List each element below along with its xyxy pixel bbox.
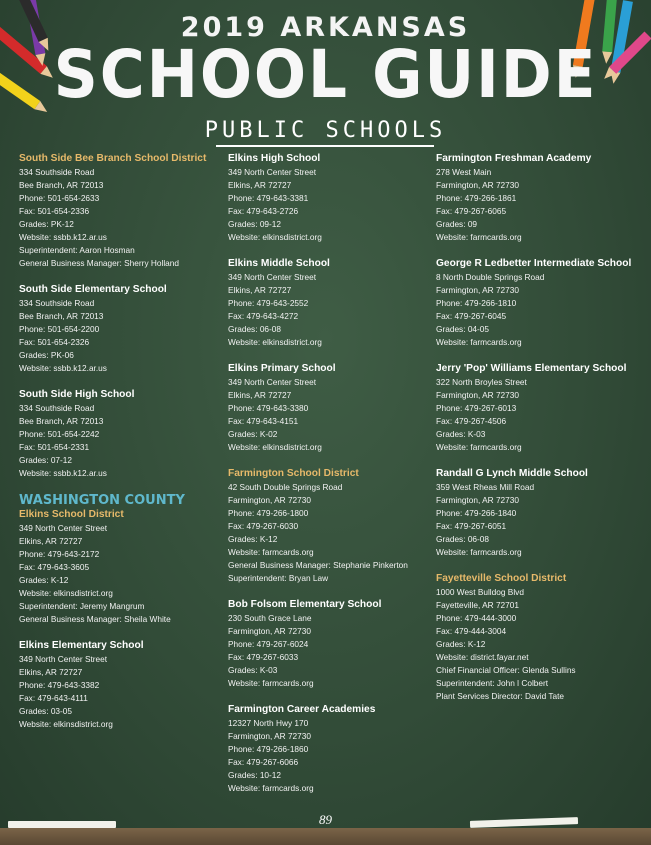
school-entry bbox=[228, 362, 428, 454]
entry-detail-line: 334 Southside Road bbox=[19, 167, 95, 177]
entry-detail-line: Website: elkinsdistrict.org bbox=[228, 232, 322, 242]
entry-detail-line: 322 North Broyles Street bbox=[436, 377, 527, 387]
entry-detail-line: Website: farmcards.org bbox=[436, 232, 522, 242]
entry-detail-line: Grades: 04-05 bbox=[436, 324, 490, 334]
entry-detail-line: Website: elkinsdistrict.org bbox=[228, 442, 322, 452]
entry-detail-line: 334 Southside Road bbox=[19, 403, 95, 413]
school-name: Randall G Lynch Middle School bbox=[436, 468, 588, 479]
entry-detail-line: Grades: 07-12 bbox=[19, 455, 73, 465]
district-name: Farmington School District bbox=[228, 468, 359, 479]
entry-detail-line: Bee Branch, AR 72013 bbox=[19, 311, 104, 321]
school-entry bbox=[228, 257, 428, 349]
entry-detail-line: Grades: 06-08 bbox=[436, 534, 490, 544]
section-subtitle: PUBLIC SCHOOLS bbox=[204, 118, 447, 143]
school-name: Farmington Career Academies bbox=[228, 704, 376, 715]
entry-detail-line: Grades: 09-12 bbox=[228, 219, 282, 229]
entry-detail-line: Farmington, AR 72730 bbox=[228, 495, 312, 505]
entry-detail-line: Phone: 479-643-3382 bbox=[19, 680, 100, 690]
entry-detail-line: Phone: 479-266-1860 bbox=[228, 744, 309, 754]
entry-detail-line: Fax: 479-643-3605 bbox=[19, 562, 90, 572]
school-entry bbox=[228, 598, 428, 690]
entry-detail-line: 349 North Center Street bbox=[228, 272, 317, 282]
entry-detail-line: Phone: 501-654-2633 bbox=[19, 193, 100, 203]
school-entry bbox=[436, 152, 646, 244]
page-title: SCHOOL GUIDE bbox=[53, 36, 598, 113]
entry-detail-line: 359 West Rheas Mill Road bbox=[436, 482, 535, 492]
entry-detail-line: 349 North Center Street bbox=[228, 377, 317, 387]
entry-detail-line: Grades: PK-12 bbox=[19, 219, 74, 229]
entry-detail-line: Website: ssbb.k12.ar.us bbox=[19, 468, 107, 478]
school-entry bbox=[228, 703, 428, 795]
entry-detail-line: Grades: K-03 bbox=[228, 665, 278, 675]
entry-detail-line: 1000 West Bulldog Blvd bbox=[436, 587, 524, 597]
district-entry bbox=[19, 152, 219, 270]
entry-detail-line: 230 South Grace Lane bbox=[228, 613, 312, 623]
entry-detail-line: General Business Manager: Sheila White bbox=[19, 614, 171, 624]
school-entry bbox=[19, 639, 219, 731]
entry-detail-line: 334 Southside Road bbox=[19, 298, 95, 308]
header-year-line: 2019 ARKANSAS bbox=[180, 12, 471, 43]
entry-detail-line: Website: district.fayar.net bbox=[436, 652, 529, 662]
entry-detail-line: Fax: 501-654-2331 bbox=[19, 442, 90, 452]
entry-detail-line: Farmington, AR 72730 bbox=[436, 495, 520, 505]
entry-detail-line: Fax: 479-643-4111 bbox=[19, 693, 88, 703]
entry-detail-line: 8 North Double Springs Road bbox=[436, 272, 545, 282]
entry-detail-line: 349 North Center Street bbox=[19, 654, 108, 664]
entry-detail-line: Fax: 501-654-2326 bbox=[19, 337, 90, 347]
entry-detail-line: Phone: 479-643-2552 bbox=[228, 298, 309, 308]
entry-detail-line: Phone: 479-444-3000 bbox=[436, 613, 517, 623]
entry-detail-line: Superintendent: John l Colbert bbox=[436, 678, 549, 688]
entry-detail-line: Chief Financial Officer: Glenda Sullins bbox=[436, 665, 576, 675]
school-name: South Side Elementary School bbox=[19, 284, 167, 295]
school-entry bbox=[228, 152, 428, 244]
entry-detail-line: Phone: 479-643-2172 bbox=[19, 549, 100, 559]
entry-detail-line: Website: farmcards.org bbox=[228, 547, 314, 557]
entry-detail-line: Fax: 479-267-6066 bbox=[228, 757, 299, 767]
entry-detail-line: 42 South Double Springs Road bbox=[228, 482, 343, 492]
entry-detail-line: Website: farmcards.org bbox=[228, 678, 314, 688]
school-name: Elkins Elementary School bbox=[19, 640, 144, 651]
entry-detail-line: 278 West Main bbox=[436, 167, 492, 177]
entry-detail-line: Plant Services Director: David Tate bbox=[436, 691, 565, 701]
district-entry bbox=[228, 467, 428, 585]
entry-detail-line: Phone: 479-267-6013 bbox=[436, 403, 517, 413]
school-name: Bob Folsom Elementary School bbox=[228, 599, 382, 610]
entry-detail-line: Fax: 479-267-6065 bbox=[436, 206, 507, 216]
entry-detail-line: 349 North Center Street bbox=[19, 523, 108, 533]
entry-detail-line: Grades: K-12 bbox=[228, 534, 278, 544]
entry-detail-line: Elkins, AR 72727 bbox=[228, 285, 292, 295]
entry-detail-line: Elkins, AR 72727 bbox=[228, 390, 292, 400]
entry-detail-line: Fax: 479-643-4272 bbox=[228, 311, 299, 321]
entry-detail-line: Farmington, AR 72730 bbox=[436, 285, 520, 295]
entry-detail-line: Phone: 479-267-6024 bbox=[228, 639, 309, 649]
entry-detail-line: Grades: K-12 bbox=[19, 575, 69, 585]
entry-detail-line: Superintendent: Bryan Law bbox=[228, 573, 329, 583]
entry-detail-line: Phone: 479-266-1861 bbox=[436, 193, 517, 203]
school-entry bbox=[436, 467, 646, 559]
entry-detail-line: Phone: 479-266-1840 bbox=[436, 508, 517, 518]
entry-detail-line: Grades: 10-12 bbox=[228, 770, 282, 780]
district-entry bbox=[436, 572, 646, 703]
school-name: Farmington Freshman Academy bbox=[436, 153, 592, 164]
school-entry bbox=[19, 388, 219, 480]
entry-detail-line: Grades: 06-08 bbox=[228, 324, 282, 334]
county-heading: WASHINGTON COUNTY bbox=[19, 493, 185, 508]
entry-detail-line: Grades: K-02 bbox=[228, 429, 278, 439]
entry-detail-line: Grades: K-03 bbox=[436, 429, 486, 439]
entry-detail-line: Fayetteville, AR 72701 bbox=[436, 600, 520, 610]
entry-detail-line: Grades: 09 bbox=[436, 219, 478, 229]
entry-detail-line: Grades: PK-06 bbox=[19, 350, 74, 360]
entry-detail-line: 12327 North Hwy 170 bbox=[228, 718, 309, 728]
district-name: Elkins School District bbox=[19, 509, 124, 520]
entry-detail-line: Website: farmcards.org bbox=[228, 783, 314, 793]
entry-detail-line: Phone: 479-643-3380 bbox=[228, 403, 309, 413]
entry-detail-line: Grades: K-12 bbox=[436, 639, 486, 649]
entry-detail-line: Phone: 479-643-3381 bbox=[228, 193, 309, 203]
entry-detail-line: Fax: 479-267-4506 bbox=[436, 416, 507, 426]
entry-detail-line: Fax: 479-643-2726 bbox=[228, 206, 299, 216]
entry-detail-line: Website: elkinsdistrict.org bbox=[228, 337, 322, 347]
entry-detail-line: Elkins, AR 72727 bbox=[19, 667, 83, 677]
entry-detail-line: Elkins, AR 72727 bbox=[19, 536, 83, 546]
entry-detail-line: General Business Manager: Sherry Holland bbox=[19, 258, 180, 268]
directory-column-2 bbox=[228, 152, 428, 808]
school-entry bbox=[436, 257, 646, 349]
entry-detail-line: Fax: 479-267-6051 bbox=[436, 521, 507, 531]
entry-detail-line: Farmington, AR 72730 bbox=[228, 731, 312, 741]
entry-detail-line: Fax: 479-267-6033 bbox=[228, 652, 299, 662]
entry-detail-line: Farmington, AR 72730 bbox=[436, 390, 520, 400]
entry-detail-line: Website: elkinsdistrict.org bbox=[19, 719, 113, 729]
district-entry bbox=[19, 493, 219, 626]
entry-detail-line: Website: ssbb.k12.ar.us bbox=[19, 232, 107, 242]
page-number: 89 bbox=[319, 812, 332, 827]
school-name: George R Ledbetter Intermediate School bbox=[436, 258, 632, 269]
entry-detail-line: Website: farmcards.org bbox=[436, 547, 522, 557]
entry-detail-line: Farmington, AR 72730 bbox=[436, 180, 520, 190]
entry-detail-line: Fax: 501-654-2336 bbox=[19, 206, 90, 216]
chalkboard-ledge bbox=[0, 828, 651, 845]
entry-detail-line: Website: farmcards.org bbox=[436, 442, 522, 452]
school-entry bbox=[19, 283, 219, 375]
entry-detail-line: 349 North Center Street bbox=[228, 167, 317, 177]
school-name: Elkins High School bbox=[228, 153, 321, 164]
entry-detail-line: Elkins, AR 72727 bbox=[228, 180, 292, 190]
entry-detail-line: Phone: 479-266-1810 bbox=[436, 298, 517, 308]
school-name: Elkins Middle School bbox=[228, 258, 330, 269]
entry-detail-line: General Business Manager: Stephanie Pinkerton bbox=[228, 560, 408, 570]
directory-column-3 bbox=[436, 152, 646, 716]
school-name: Elkins Primary School bbox=[228, 363, 336, 374]
entry-detail-line: Phone: 479-266-1800 bbox=[228, 508, 309, 518]
district-name: Fayetteville School District bbox=[436, 573, 567, 584]
entry-detail-line: Superintendent: Jeremy Mangrum bbox=[19, 601, 145, 611]
school-name: Jerry 'Pop' Williams Elementary School bbox=[436, 363, 627, 374]
entry-detail-line: Website: elkinsdistrict.org bbox=[19, 588, 113, 598]
entry-detail-line: Website: ssbb.k12.ar.us bbox=[19, 363, 107, 373]
entry-detail-line: Fax: 479-267-6045 bbox=[436, 311, 507, 321]
entry-detail-line: Website: farmcards.org bbox=[436, 337, 522, 347]
entry-detail-line: Bee Branch, AR 72013 bbox=[19, 180, 104, 190]
entry-detail-line: Bee Branch, AR 72013 bbox=[19, 416, 104, 426]
entry-detail-line: Phone: 501-654-2242 bbox=[19, 429, 100, 439]
school-name: South Side High School bbox=[19, 389, 135, 400]
entry-detail-line: Superintendent: Aaron Hosman bbox=[19, 245, 135, 255]
entry-detail-line: Fax: 479-267-6030 bbox=[228, 521, 299, 531]
entry-detail-line: Farmington, AR 72730 bbox=[228, 626, 312, 636]
school-entry bbox=[436, 362, 646, 454]
directory-column-1 bbox=[19, 152, 219, 744]
district-name: South Side Bee Branch School District bbox=[19, 153, 207, 164]
subtitle-underline bbox=[216, 145, 434, 147]
entry-detail-line: Fax: 479-444-3004 bbox=[436, 626, 507, 636]
entry-detail-line: Fax: 479-643-4151 bbox=[228, 416, 299, 426]
entry-detail-line: Phone: 501-654-2200 bbox=[19, 324, 100, 334]
entry-detail-line: Grades: 03-05 bbox=[19, 706, 73, 716]
